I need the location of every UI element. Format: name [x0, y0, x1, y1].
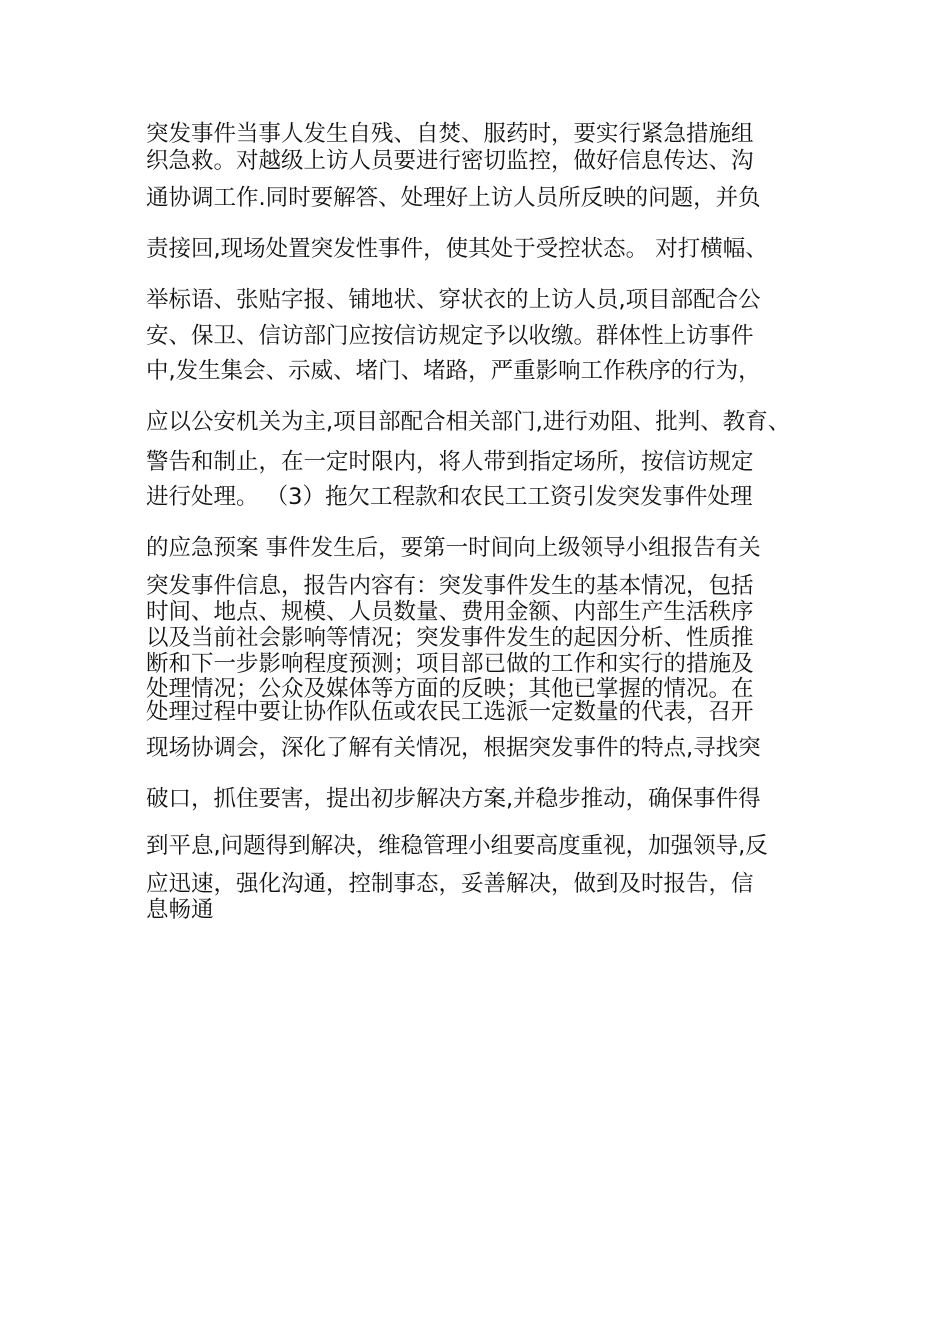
text-line-12: 突发事件信息，报告内容有：突发事件发生的基本情况，包括: [146, 573, 754, 599]
text-line-10: 进行处理。 （3）拖欠工程款和农民工工资引发突发事件处理: [146, 484, 753, 510]
text-line-6: 安、保卫、信访部门应按信访规定予以收缴。群体性上访事件: [146, 323, 754, 349]
text-line-9: 警告和制止，在一定时限内，将人带到指定场所，按信访规定: [146, 449, 754, 475]
text-line-16: 处理情况；公众及媒体等方面的反映；其他已掌握的情况。在: [146, 676, 754, 702]
text-line-15: 断和下一步影响程度预测；项目部已做的工作和实行的措施及: [146, 651, 754, 677]
text-line-18: 现场协调会，深化了解有关情况，根据突发事件的特点,寻找突: [146, 735, 761, 761]
text-line-13: 时间、地点、规模、人员数量、费用金额、内部生产生活秩序: [146, 599, 754, 625]
text-line-5: 举标语、张贴字报、铺地状、穿状衣的上访人员,项目部配合公: [146, 287, 761, 313]
text-line-22: 息畅通: [146, 897, 214, 923]
text-line-21: 应迅速，强化沟通，控制事态，妥善解决，做到及时报告，信: [146, 871, 754, 897]
text-line-20: 到平息,问题得到解决，维稳管理小组要高度重视，加强领导,反: [146, 833, 768, 859]
text-line-2: 织急救。对越级上访人员要进行密切监控，做好信息传达、沟: [146, 148, 754, 174]
text-line-4: 责接回,现场处置突发性事件，使其处于受控状态。 对打横幅、: [146, 236, 768, 262]
text-line-8: 应以公安机关为主,项目部配合相关部门,进行劝阻、批判、教育、: [146, 409, 791, 435]
text-line-17: 处理过程中要让协作队伍或农民工选派一定数量的代表，召开: [146, 699, 754, 725]
text-line-3: 通协调工作.同时要解答、处理好上访人员所反映的问题，并负: [146, 185, 761, 211]
text-line-7: 中,发生集会、示威、堵门、堵路，严重影响工作秩序的行为，: [146, 358, 761, 384]
text-line-19: 破口，抓住要害，提出初步解决方案,并稳步推动，确保事件得: [146, 786, 761, 812]
text-line-1: 突发事件当事人发生自残、自焚、服药时，要实行紧急措施组: [146, 121, 754, 147]
text-line-14: 以及当前社会影响等情况；突发事件发生的起因分析、性质推: [146, 625, 754, 651]
text-line-11: 的应急预案 事件发生后，要第一时间向上级领导小组报告有关: [146, 535, 761, 561]
